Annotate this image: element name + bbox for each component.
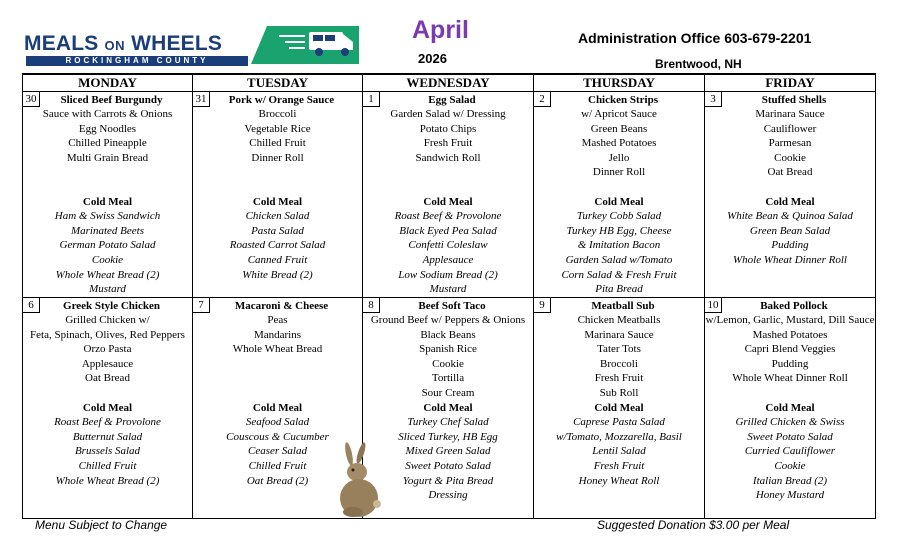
hot-meal-item: Whole Wheat Bread: [232, 343, 323, 356]
hot-meal-item: Cookie: [432, 357, 464, 370]
cold-meal-item: Sliced Turkey, HB Egg: [398, 430, 498, 443]
cold-meal-item: Ham & Swiss Sandwich: [54, 210, 161, 223]
day-number: 8: [363, 298, 380, 313]
cold-meal-item: Chilled Fruit: [248, 460, 307, 473]
entree-title: Stuffed Shells: [761, 93, 827, 106]
hot-meal-item: Dinner Roll: [251, 151, 304, 164]
hot-meal-item: [363, 165, 533, 180]
cold-meal-item: Pasta Salad: [251, 224, 304, 237]
cold-meal-item: Pita Bread: [595, 283, 643, 296]
cold-meal-item: Black Eyed Pea Salad: [399, 224, 497, 237]
hot-meal-item: Tater Tots: [597, 343, 641, 356]
hot-meal-item: Sub Roll: [599, 387, 639, 400]
hot-meal-item: Green Beans: [590, 122, 648, 135]
cold-meal-item: Marinated Beets: [70, 224, 144, 237]
logo-subtitle: ROCKINGHAM COUNTY: [26, 56, 248, 66]
entree-title: Pork w/ Orange Sauce: [228, 93, 335, 106]
day-cell: [363, 91, 534, 297]
day-cell: [23, 91, 193, 297]
cold-meal-item: Turkey Chef Salad: [407, 416, 489, 429]
hot-meal-item: Sour Cream: [421, 387, 475, 400]
hot-meal-item: Fresh Fruit: [423, 137, 473, 150]
cold-meal-item: Curried Cauliflower: [744, 445, 836, 458]
cold-meal-item: Roasted Carrot Salad: [229, 239, 326, 252]
cold-meal-item: Cookie: [91, 254, 124, 267]
menu-calendar: [22, 73, 876, 519]
cold-meal-item: [193, 282, 362, 297]
weekday-header-row: [23, 74, 876, 91]
cold-meal-item: [534, 488, 704, 503]
admin-office-phone: Administration Office 603-679-2201: [578, 30, 812, 46]
hot-meal-item: Multi Grain Bread: [66, 151, 149, 164]
weekday-thursday: THURSDAY: [534, 74, 705, 91]
day-cell: [23, 297, 193, 518]
entree-title: Beef Soft Taco: [418, 299, 486, 312]
hot-meal-item: Garden Salad w/ Dressing: [390, 108, 506, 121]
cold-meal-item: Italian Bread (2): [752, 474, 828, 487]
entree-title: Egg Salad: [428, 93, 476, 106]
hot-meal-item: Mandarins: [253, 328, 302, 341]
hot-meal-item: Sauce with Carrots & Onions: [42, 108, 173, 121]
cold-meal-item: Pudding: [771, 239, 809, 252]
cold-meal-item: Low Sodium Bread (2): [398, 268, 498, 281]
cold-meal-item: Lentil Salad: [592, 445, 646, 458]
hot-meal-item: w/ Apricot Sauce: [581, 108, 657, 121]
cold-meal-item: Caprese Pasta Salad: [573, 416, 665, 429]
cold-meal-item: Canned Fruit: [247, 254, 308, 267]
weekday-friday: FRIDAY: [705, 74, 876, 91]
hot-meal-item: Pudding: [771, 357, 809, 370]
cold-meal-item: [705, 268, 875, 283]
entree-title: Chicken Strips: [588, 93, 658, 106]
cold-meal-item: Ceaser Salad: [248, 445, 307, 458]
hot-meal-item: [23, 386, 192, 401]
day-cell: [193, 91, 363, 297]
cold-meal-title: Cold Meal: [423, 401, 473, 414]
day-cell: [363, 297, 534, 518]
week-row: [23, 297, 876, 518]
cold-meal-item: Turkey HB Egg, Cheese: [566, 224, 672, 237]
hot-meal-item: Chilled Pineapple: [68, 137, 147, 150]
town-label: Brentwood, NH: [655, 57, 742, 71]
day-number: 3: [705, 92, 722, 107]
hot-meal-item: Chilled Fruit: [249, 137, 306, 150]
hot-meal-item: Ground Beef w/ Peppers & Onions: [370, 314, 526, 327]
menu-change-note: Menu Subject to Change: [35, 518, 168, 532]
entree-title: Sliced Beef Burgundy: [60, 93, 163, 106]
month-title: April: [412, 16, 469, 44]
hot-meal-item: w/Lemon, Garlic, Mustard, Dill Sauce: [705, 314, 875, 327]
cold-meal-title: Cold Meal: [765, 195, 815, 208]
hot-meal-item: Feta, Spinach, Olives, Red Peppers: [30, 328, 185, 341]
hot-meal-item: [705, 386, 875, 401]
hot-meal-item: Broccoli: [258, 108, 297, 121]
hot-meal-item: Mashed Potatoes: [581, 137, 657, 150]
hot-meal-item: Jello: [608, 151, 630, 164]
cold-meal-item: Butternut Salad: [72, 430, 143, 443]
cold-meal-item: Cookie: [774, 460, 806, 473]
cold-meal-title: Cold Meal: [252, 401, 303, 414]
cold-meal-item: Sweet Potato Salad: [747, 430, 833, 443]
day-number: 2: [534, 92, 551, 107]
weekday-wednesday: WEDNESDAY: [363, 74, 534, 91]
cold-meal-item: Yogurt & Pita Bread: [402, 474, 494, 487]
hot-meal-item: Potato Chips: [419, 122, 477, 135]
day-number: 9: [534, 298, 551, 313]
hot-meal-item: Capri Blend Veggies: [744, 343, 836, 356]
hot-meal-item: Spanish Rice: [419, 343, 477, 356]
hot-meal-item: Marinara Sauce: [584, 328, 654, 341]
hot-meal-item: Cookie: [774, 151, 806, 164]
cold-meal-item: Chilled Fruit: [78, 460, 137, 473]
cold-meal-item: Whole Wheat Bread (2): [55, 268, 160, 281]
cold-meal-item: Green Bean Salad: [749, 224, 831, 237]
day-number: 31: [193, 92, 210, 107]
hot-meal-item: Egg Noodles: [78, 122, 137, 135]
hot-meal-item: Parmesan: [768, 137, 812, 150]
cold-meal-item: Fresh Fruit: [593, 460, 645, 473]
logo-word-meals: MEALS: [24, 32, 99, 55]
cold-meal-item: Roast Beef & Provolone: [394, 210, 502, 223]
hot-meal-item: [23, 165, 192, 180]
hot-meal-item: Cauliflower: [763, 122, 817, 135]
cold-meal-item: Honey Mustard: [755, 489, 825, 502]
cold-meal-item: & Imitation Bacon: [577, 239, 661, 252]
cold-meal-title: Cold Meal: [82, 195, 133, 208]
cold-meal-item: Seafood Salad: [245, 416, 310, 429]
day-cell: [705, 297, 876, 518]
cold-meal-item: Sweet Potato Salad: [405, 460, 491, 473]
hot-meal-item: Oat Bread: [85, 372, 130, 385]
cold-meal-item: Turkey Cobb Salad: [576, 210, 662, 223]
hot-meal-item: Oat Bread: [767, 166, 813, 179]
cold-meal-item: Whole Wheat Bread (2): [55, 474, 160, 487]
hot-meal-item: Whole Wheat Dinner Roll: [732, 372, 848, 385]
hot-meal-item: [193, 165, 362, 180]
year-label: 2026: [418, 51, 447, 66]
cold-meal-item: Applesauce: [422, 254, 474, 267]
hot-meal-item: Dinner Roll: [592, 166, 646, 179]
delivery-van-icon: [249, 24, 361, 66]
cold-meal-item: Grilled Chicken & Swiss: [735, 416, 845, 429]
cold-meal-item: Dressing: [428, 489, 468, 502]
cold-meal-item: Confetti Coleslaw: [408, 239, 488, 252]
day-number: 1: [363, 92, 380, 107]
entree-title: Baked Pollock: [760, 299, 828, 312]
cold-meal-item: White Bean & Quinoa Salad: [727, 210, 853, 223]
cold-meal-item: German Potato Salad: [59, 239, 156, 252]
hot-meal-item: Sandwich Roll: [415, 151, 481, 164]
entree-title: Macaroni & Cheese: [234, 299, 329, 312]
cold-meal-item: White Bread (2): [242, 268, 313, 281]
cold-meal-title: Cold Meal: [82, 401, 133, 414]
weekday-monday: MONDAY: [23, 74, 193, 91]
cold-meal-item: Chicken Salad: [245, 210, 310, 223]
weekday-tuesday: TUESDAY: [193, 74, 363, 91]
entree-title: Greek Style Chicken: [63, 299, 160, 312]
day-cell: [534, 91, 705, 297]
hot-meal-item: [193, 357, 362, 372]
cold-meal-item: [705, 282, 875, 297]
cold-meal-item: Brussels Salad: [74, 445, 141, 458]
cold-meal-title: Cold Meal: [423, 195, 473, 208]
cold-meal-item: Garden Salad w/Tomato: [565, 254, 673, 267]
cold-meal-item: Mixed Green Salad: [405, 445, 491, 458]
cold-meal-item: Whole Wheat Dinner Roll: [733, 254, 847, 267]
entree-title: Meatball Sub: [591, 299, 655, 312]
hot-meal-item: Broccoli: [600, 357, 638, 370]
hot-meal-item: [193, 386, 362, 401]
bunny-icon: [333, 442, 383, 518]
cold-meal-item: Roast Beef & Provolone: [54, 416, 161, 429]
hot-meal-item: Chicken Meatballs: [577, 314, 661, 327]
cold-meal-item: Oat Bread (2): [246, 474, 309, 487]
hot-meal-item: Vegetable Rice: [244, 122, 311, 135]
day-cell: [534, 297, 705, 518]
hot-meal-item: [193, 371, 362, 386]
day-number: 10: [705, 298, 722, 313]
cold-meal-title: Cold Meal: [594, 195, 644, 208]
day-number: 7: [193, 298, 210, 313]
cold-meal-item: Mustard: [429, 283, 467, 296]
cold-meal-item: Honey Wheat Roll: [578, 474, 660, 487]
day-number: 30: [23, 92, 40, 107]
cold-meal-item: w/Tomato, Mozzarella, Basil: [556, 430, 682, 443]
cold-meal-title: Cold Meal: [594, 401, 644, 414]
day-number: 6: [23, 298, 40, 313]
cold-meal-item: Corn Salad & Fresh Fruit: [561, 268, 677, 281]
week-row: [23, 91, 876, 297]
suggested-donation-note: Suggested Donation $3.00 per Meal: [597, 518, 790, 532]
cold-meal-title: Cold Meal: [252, 195, 303, 208]
hot-meal-item: Grilled Chicken w/: [65, 314, 150, 327]
logo-word-on: ON: [104, 38, 126, 53]
hot-meal-item: Tortilla: [431, 372, 465, 385]
hot-meal-item: Fresh Fruit: [594, 372, 644, 385]
logo-word-wheels: WHEELS: [131, 32, 223, 55]
hot-meal-item: Mashed Potatoes: [752, 328, 828, 341]
hot-meal-item: Peas: [267, 314, 288, 327]
hot-meal-item: Black Beans: [420, 328, 476, 341]
cold-meal-item: Mustard: [89, 283, 126, 296]
day-cell: [705, 91, 876, 297]
cold-meal-item: [23, 488, 192, 503]
logo: [24, 24, 359, 68]
hot-meal-item: Orzo Pasta: [83, 343, 132, 356]
hot-meal-item: Applesauce: [81, 357, 134, 370]
cold-meal-item: Couscous & Cucumber: [226, 430, 329, 443]
hot-meal-item: Marinara Sauce: [755, 108, 825, 121]
cold-meal-title: Cold Meal: [765, 401, 815, 414]
